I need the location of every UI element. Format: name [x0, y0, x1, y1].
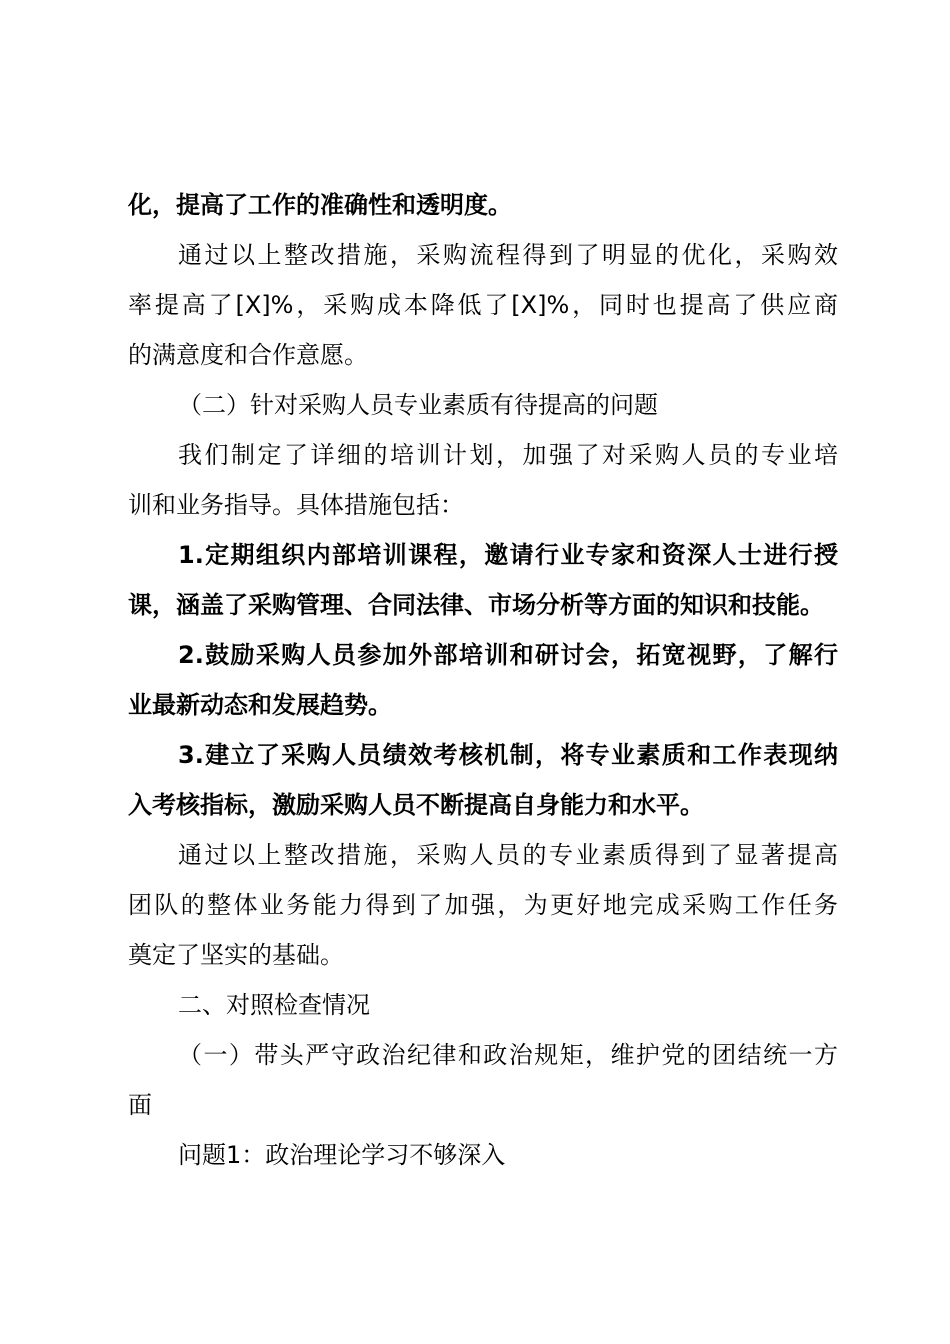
list-item-2: 2.鼓励采购人员参加外部培训和研讨会，拓宽视野，了解行: [178, 641, 838, 669]
list-item-3: 3.建立了采购人员绩效考核机制，将专业素质和工作表现纳: [178, 741, 838, 769]
section-heading: 二、对照检查情况: [178, 991, 370, 1019]
section-heading: （二）针对采购人员专业素质有待提高的问题: [178, 391, 658, 419]
text-line: 奠定了坚实的基础。: [128, 941, 344, 969]
list-item-3-cont: 入考核指标，激励采购人员不断提高自身能力和水平。: [128, 791, 704, 819]
list-item-2-cont: 业最新动态和发展趋势。: [128, 691, 392, 719]
list-item-1: 1.定期组织内部培训课程，邀请行业专家和资深人士进行授: [178, 541, 838, 569]
subsection-heading: （一）带头严守政治纪律和政治规矩，维护党的团结统一方: [178, 1041, 838, 1069]
text-line: 我们制定了详细的培训计划，加强了对采购人员的专业培: [178, 441, 838, 469]
text-line: 训和业务指导。具体措施包括：: [128, 491, 464, 519]
issue-heading: 问题1：政治理论学习不够深入: [178, 1141, 506, 1169]
subsection-heading-cont: 面: [128, 1091, 152, 1119]
list-item-1-cont: 课，涵盖了采购管理、合同法律、市场分析等方面的知识和技能。: [128, 591, 824, 619]
text-line: 团队的整体业务能力得到了加强，为更好地完成采购工作任务: [128, 891, 838, 919]
text-line: 化，提高了工作的准确性和透明度。: [128, 191, 512, 219]
text-line: 的满意度和合作意愿。: [128, 341, 368, 369]
text-line: 通过以上整改措施，采购流程得到了明显的优化，采购效: [178, 241, 838, 269]
text-line: 通过以上整改措施，采购人员的专业素质得到了显著提高: [178, 841, 838, 869]
text-line: 率提高了[X]%，采购成本降低了[X]%，同时也提高了供应商: [128, 291, 838, 319]
